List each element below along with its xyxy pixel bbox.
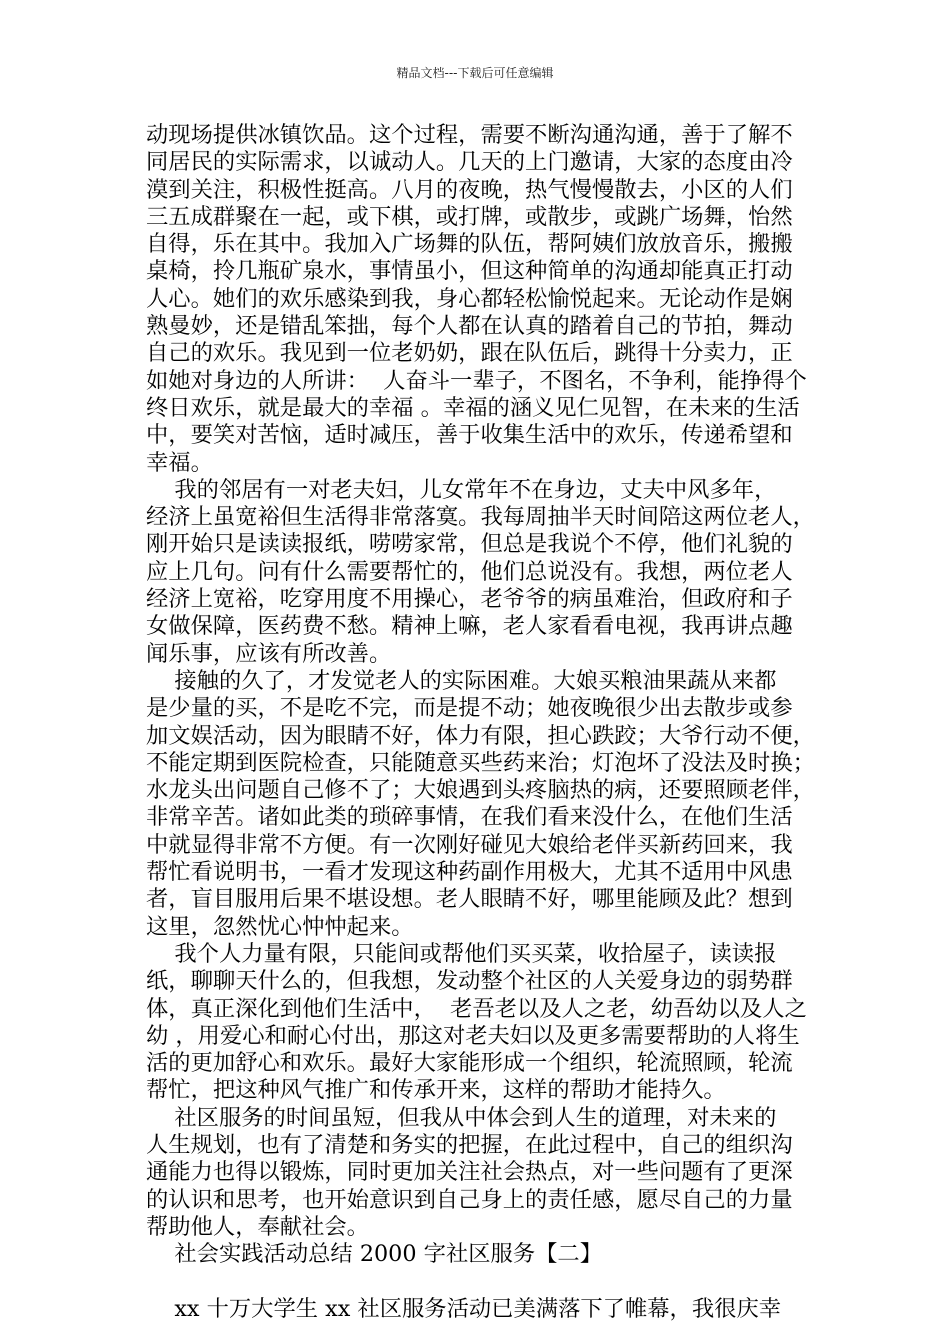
document-body [146, 122, 816, 1324]
text-line: 接触的久了，才发觉老人的实际困难。大娘买粮油果蔬从来都 [146, 667, 777, 694]
text-line: 不能定期到医院检查，只能随意买些药来治；灯泡坏了没法及时换； [146, 749, 815, 776]
text-line: 这里，忽然忧心忡忡起来。 [146, 913, 414, 940]
text-line: 漠到关注，积极性挺高。八月的夜晚，热气慢慢散去，小区的人们 [146, 176, 793, 203]
text-line: 自己的欢乐。我见到一位老奶奶，跟在队伍后，跳得十分卖力，正 [146, 340, 793, 367]
text-line: 闻乐事，应该有所改善。 [146, 640, 392, 667]
text-line: 中，要笑对苦恼，适时减压，善于收集生活中的欢乐，传递希望和 [146, 422, 793, 449]
text-line: 帮忙，把这种风气推广和传承开来，这样的帮助才能持久。 [146, 1077, 726, 1104]
text-line: 幼 ，用爱心和耐心付出，那这对老夫妇以及更多需要帮助的人将生 [146, 1022, 800, 1049]
text-line: 的认识和思考，也开始意识到自己身上的责任感，愿尽自己的力量 [146, 1186, 793, 1213]
text-line: 活的更加舒心和欢乐。最好大家能形成一个组织，轮流照顾，轮流 [146, 1050, 793, 1077]
text-line: 加文娱活动，因为眼睛不好，体力有限，担心跌跤；大爷行动不便， [146, 722, 815, 749]
text-line: 熟曼妙，还是错乱笨拙，每个人都在认真的踏着自己的节拍，舞动 [146, 313, 793, 340]
page-header: 精品文档---下载后可任意编辑 [396, 66, 554, 80]
text-line: 我个人力量有限，只能间或帮他们买买菜，收拾屋子，读读报 [146, 940, 777, 967]
text-line: 通能力也得以锻炼，同时更加关注社会热点，对一些问题有了更深 [146, 1159, 793, 1186]
text-line: xx 十万大学生 xx 社区服务活动已美满落下了帷幕，我很庆幸 [146, 1296, 782, 1323]
text-line: 刚开始只是读读报纸，唠唠家常，但总是我说个不停，他们礼貌的 [146, 531, 793, 558]
text-line: 人生规划，也有了清楚和务实的把握，在此过程中，自己的组织沟 [146, 1131, 793, 1158]
text-line: 帮忙看说明书，一看才发现这种药副作用极大，尤其不适用中风患 [146, 859, 793, 886]
text-line: 帮助他人，奉献社会。 [146, 1213, 369, 1240]
text-line: 中就显得非常不方便。有一次刚好碰见大娘给老伴买新药回来，我 [146, 831, 793, 858]
text-line: 如她对身边的人所讲： 人奋斗一辈子，不图名，不争利，能挣得个 [146, 367, 807, 394]
text-line: 体，真正深化到他们生活中， 老吾老以及人之老，幼吾幼以及人之 [146, 995, 807, 1022]
text-line: 动现场提供冰镇饮品。这个过程，需要不断沟通沟通，善于了解不 [146, 122, 793, 148]
text-line: 应上几句。问有什么需要帮忙的，他们总说没有。我想，两位老人 [146, 558, 793, 585]
text-line: 者，盲目服用后果不堪设想。老人眼睛不好，哪里能顾及此？想到 [146, 886, 793, 913]
text-line: 同居民的实际需求，以诚动人。几天的上门邀请，大家的态度由冷 [146, 149, 793, 176]
text-line: 经济上宽裕，吃穿用度不用操心，老爷爷的病虽难治，但政府和子 [146, 586, 793, 613]
text-line: 纸，聊聊天什么的，但我想，发动整个社区的人关爱身边的弱势群 [146, 968, 793, 995]
text-line: 终日欢乐，就是最大的幸福 。幸福的涵义见仁见智，在未来的生活 [146, 394, 800, 421]
text-line: 是少量的买，不是吃不完，而是提不动；她夜晚很少出去散步或参 [146, 695, 793, 722]
text-line: 幸福。 [146, 449, 213, 476]
text-line: 经济上虽宽裕但生活得非常落寞。我每周抽半天时间陪这两位老人， [146, 504, 815, 531]
text-line: 三五成群聚在一起，或下棋，或打牌，或散步，或跳广场舞，怡然 [146, 203, 793, 230]
text-line: 水龙头出问题自己修不了；大娘遇到头疼脑热的病，还要照顾老伴， [146, 777, 815, 804]
text-line: 桌椅，拎几瓶矿泉水，事情虽小，但这种简单的沟通却能真正打动 [146, 258, 793, 285]
paragraph-gap [146, 1268, 816, 1296]
text-line: 自得，乐在其中。我加入广场舞的队伍，帮阿姨们放放音乐，搬搬 [146, 231, 793, 258]
text-line: 我的邻居有一对老夫妇，儿女常年不在身边，丈夫中风多年， [146, 476, 777, 503]
text-line: 社区服务的时间虽短，但我从中体会到人生的道理，对未来的 [146, 1104, 777, 1131]
section-heading: 社会实践活动总结 2000 字社区服务【二】 [146, 1241, 603, 1268]
text-line: 女做保障，医药费不愁。精神上嘛，老人家看看电视，我再讲点趣 [146, 613, 793, 640]
text-line: 非常辛苦。诸如此类的琐碎事情，在我们看来没什么，在他们生活 [146, 804, 793, 831]
text-line: 人心。她们的欢乐感染到我，身心都轻松愉悦起来。无论动作是娴 [146, 285, 793, 312]
